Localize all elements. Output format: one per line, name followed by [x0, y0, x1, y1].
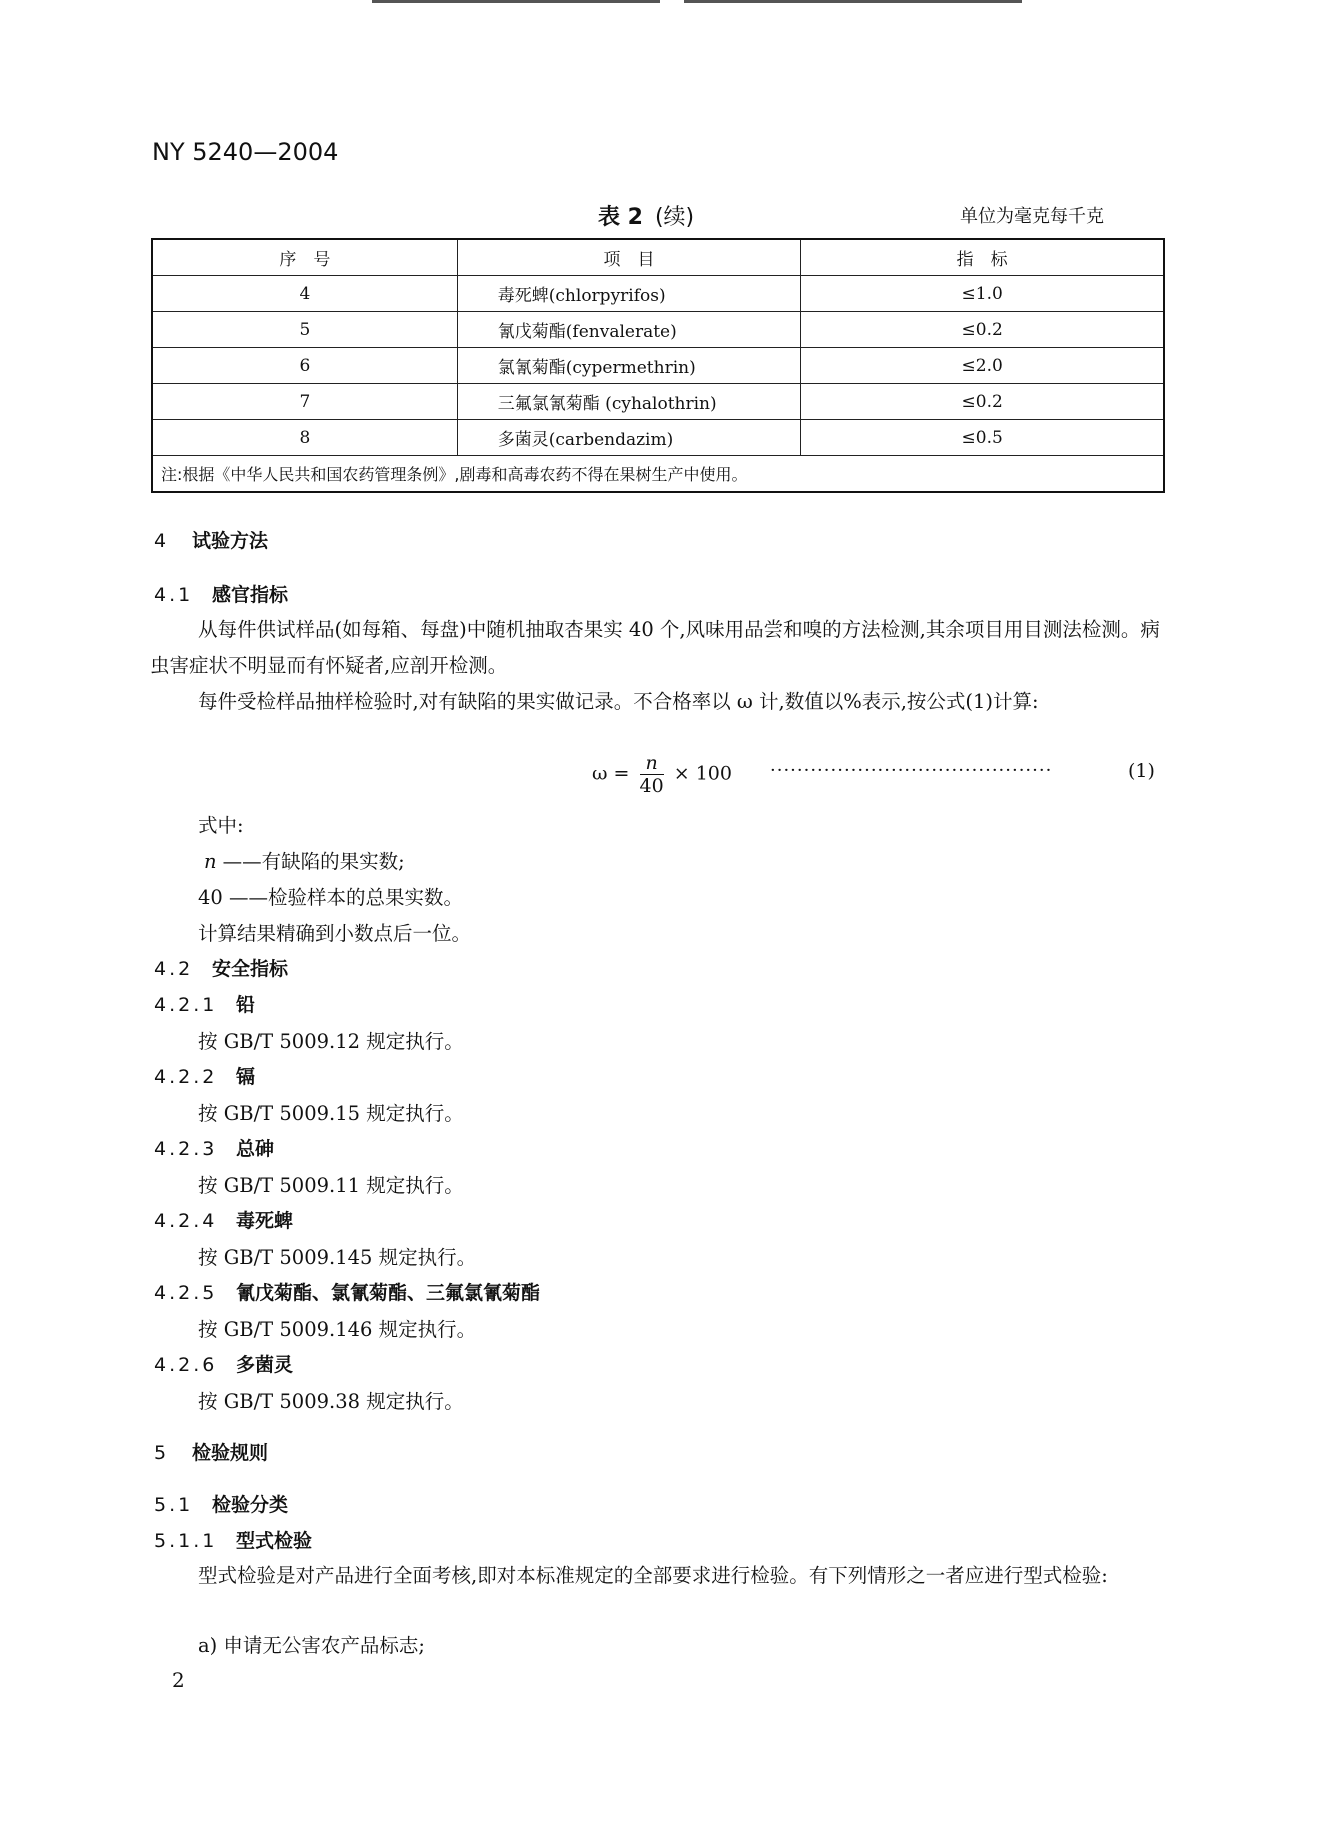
- section-number: 4.2.3: [154, 1138, 218, 1160]
- formula-number: (1): [1128, 760, 1155, 782]
- section-title: 镉: [236, 1066, 256, 1088]
- section-4-heading: [154, 526, 268, 553]
- table-caption-continued: (续): [654, 205, 695, 230]
- table-caption: [598, 200, 694, 231]
- row-item: 氰戊菊酯(fenvalerate): [457, 312, 801, 348]
- section-number: 5.1: [154, 1494, 194, 1516]
- section-4-2-heading: [154, 954, 288, 981]
- method-text: 按 GB/T 5009.146 规定执行。: [198, 1318, 477, 1341]
- section-title: 铅: [236, 994, 256, 1016]
- variable-40: 40 ——检验样本的总果实数。: [198, 886, 464, 909]
- section-4-2-6-heading: [154, 1350, 293, 1377]
- table-row: [152, 276, 1164, 312]
- formula-denominator: 40: [639, 775, 664, 797]
- section-number: 4.1: [154, 584, 194, 606]
- page-number: 2: [172, 1668, 185, 1692]
- section-4-1-heading: [154, 580, 288, 607]
- row-limit: ≤0.2: [801, 384, 1164, 420]
- row-item: 三氟氯氰菊酯 (cyhalothrin): [457, 384, 801, 420]
- table-header-row: [152, 239, 1164, 276]
- list-item-a: a) 申请无公害农产品标志;: [198, 1634, 426, 1657]
- header-item: 项 目: [457, 239, 801, 276]
- section-4-2-4-heading: [154, 1206, 293, 1233]
- section-5-heading: [154, 1438, 268, 1465]
- formula-rhs: × 100: [673, 762, 732, 785]
- method-text: 按 GB/T 5009.38 规定执行。: [198, 1390, 464, 1413]
- section-number: 5.1.1: [154, 1530, 218, 1552]
- row-no: 5: [152, 312, 457, 348]
- standard-number: NY 5240—2004: [152, 138, 339, 166]
- header-limit: 指 标: [801, 239, 1164, 276]
- section-5-1-heading: [154, 1490, 288, 1517]
- paragraph-sampling: 从每件供试样品(如每箱、每盘)中随机抽取杏果实 40 个,风味用品尝和嗅的方法检测,其余项目用目测法检测。病虫害症状不明显而有怀疑者,应剖开检测。: [150, 618, 1160, 677]
- row-limit: ≤0.2: [801, 312, 1164, 348]
- section-title: 型式检验: [236, 1530, 313, 1552]
- method-text: 按 GB/T 5009.15 规定执行。: [198, 1102, 464, 1125]
- table-row: [152, 312, 1164, 348]
- method-text: 按 GB/T 5009.12 规定执行。: [198, 1030, 464, 1053]
- variable-n-symbol: n: [204, 850, 217, 873]
- table-unit: 单位为毫克每千克: [960, 206, 1104, 227]
- section-number: 4.2: [154, 958, 194, 980]
- header-no: 序 号: [152, 239, 457, 276]
- top-rule-right: [684, 0, 1022, 3]
- section-title: 总砷: [236, 1138, 275, 1160]
- row-no: 8: [152, 420, 457, 456]
- row-item: 毒死蜱(chlorpyrifos): [457, 276, 801, 312]
- formula-numerator: n: [640, 752, 664, 775]
- variable-n: [204, 846, 405, 874]
- table-caption-title: 表 2: [598, 205, 643, 230]
- section-title: 多菌灵: [236, 1354, 294, 1376]
- section-title: 毒死蜱: [236, 1210, 294, 1232]
- formula-leader-dots: ··········································: [770, 760, 1053, 781]
- section-4-2-5-heading: [154, 1278, 540, 1305]
- section-number: 4.2.5: [154, 1282, 218, 1304]
- formula-lhs: ω =: [592, 762, 630, 785]
- section-4-2-3-heading: [154, 1134, 274, 1161]
- row-limit: ≤2.0: [801, 348, 1164, 384]
- row-limit: ≤1.0: [801, 276, 1164, 312]
- row-no: 4: [152, 276, 457, 312]
- section-title: 检验分类: [212, 1494, 289, 1516]
- method-text: 按 GB/T 5009.145 规定执行。: [198, 1246, 477, 1269]
- section-title: 检验规则: [192, 1442, 269, 1464]
- top-rule-left: [372, 0, 660, 3]
- section-title: 氰戊菊酯、氯氰菊酯、三氟氯氰菊酯: [236, 1282, 541, 1304]
- section-4-2-2-heading: [154, 1062, 255, 1089]
- row-limit: ≤0.5: [801, 420, 1164, 456]
- row-no: 7: [152, 384, 457, 420]
- section-5-1-1-heading: [154, 1526, 312, 1553]
- row-no: 6: [152, 348, 457, 384]
- section-number: 4.2.6: [154, 1354, 218, 1376]
- section-title: 感官指标: [212, 584, 289, 606]
- section-number: 4: [154, 530, 167, 552]
- table-note: 注:根据《中华人民共和国农药管理条例》,剧毒和高毒农药不得在果树生产中使用。: [152, 456, 1164, 493]
- section-number: 4.2.2: [154, 1066, 218, 1088]
- where-label: 式中:: [198, 814, 244, 837]
- section-4-2-1-heading: [154, 990, 255, 1017]
- formula-1: [592, 752, 732, 802]
- table-row: [152, 348, 1164, 384]
- section-title: 试验方法: [192, 530, 269, 552]
- section-number: 4.2.4: [154, 1210, 218, 1232]
- limits-table: [151, 238, 1165, 493]
- row-item: 氯氰菊酯(cypermethrin): [457, 348, 801, 384]
- paragraph-defect-rate: 每件受检样品抽样检验时,对有缺陷的果实做记录。不合格率以 ω 计,数值以%表示,按公式(1)计算:: [198, 690, 1039, 713]
- variable-n-desc: ——有缺陷的果实数;: [222, 850, 405, 873]
- paragraph-type-inspection: 型式检验是对产品进行全面考核,即对本标准规定的全部要求进行检验。有下列情形之一者应进行型式检验:: [198, 1564, 1108, 1587]
- table-note-row: [152, 456, 1164, 493]
- row-item: 多菌灵(carbendazim): [457, 420, 801, 456]
- method-text: 按 GB/T 5009.11 规定执行。: [198, 1174, 464, 1197]
- section-title: 安全指标: [212, 958, 289, 980]
- formula-fraction: [640, 752, 664, 797]
- precision-note: 计算结果精确到小数点后一位。: [198, 922, 472, 945]
- section-number: 5: [154, 1442, 167, 1464]
- section-number: 4.2.1: [154, 994, 218, 1016]
- table-row: [152, 384, 1164, 420]
- table-row: [152, 420, 1164, 456]
